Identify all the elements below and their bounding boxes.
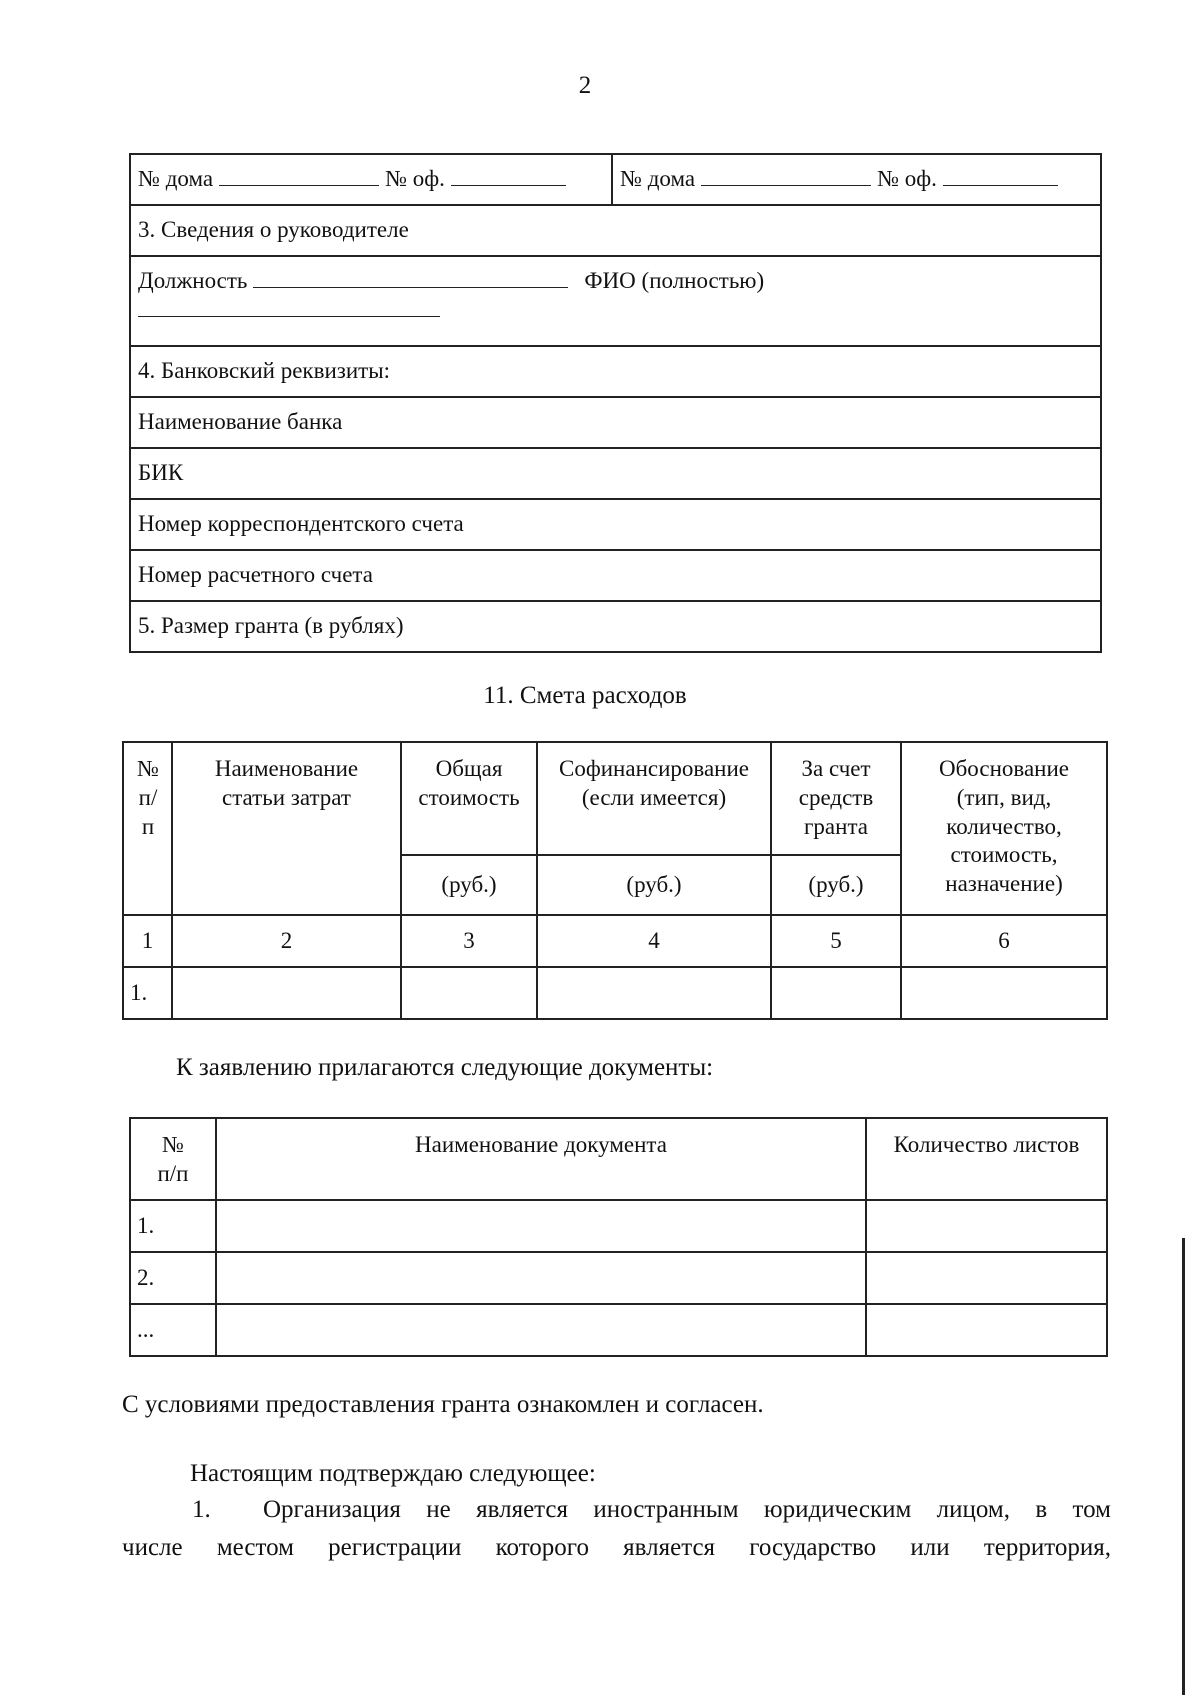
bik-row (130, 448, 1101, 499)
unit-cofin: (руб.) (537, 855, 771, 915)
grant-size-row (130, 601, 1101, 652)
settlement-account-label: Номер расчетного счета (130, 550, 1101, 601)
scan-edge-line (1182, 1238, 1185, 1695)
row-number: 1. (123, 967, 172, 1019)
row-number: ... (130, 1304, 216, 1356)
house-blank[interactable] (701, 165, 871, 186)
consent-text: С условиями предоставления гранта ознакомлен и согласен. (122, 1391, 764, 1418)
office-blank[interactable] (451, 165, 566, 186)
office-label: № оф. (385, 166, 445, 191)
col-num-header: № п/п (130, 1118, 216, 1200)
attachments-intro: К заявлению прилагаются следующие документы: (176, 1054, 714, 1081)
house-blank[interactable] (219, 165, 379, 186)
col-name-header: Наименование документа (216, 1118, 866, 1200)
manager-title-row (130, 205, 1101, 256)
col-total-header: Общая стоимость (401, 742, 537, 855)
col-index: 4 (537, 915, 771, 967)
fio-label: ФИО (полностью) (584, 268, 765, 293)
bank-section-title: 4. Банковский реквизиты: (130, 346, 1101, 397)
col-cofin-header: Софинансирование (если имеется) (537, 742, 771, 855)
col-sheets-header: Количество листов (866, 1118, 1107, 1200)
document-name-cell[interactable] (216, 1252, 866, 1304)
applicant-details-table (129, 153, 1102, 653)
corr-account-label: Номер корреспондентского счета (130, 499, 1101, 550)
col-index: 2 (172, 915, 401, 967)
bank-title-row (130, 346, 1101, 397)
unit-total: (руб.) (401, 855, 537, 915)
row-number: 1. (130, 1200, 216, 1252)
item-cell[interactable] (172, 967, 401, 1019)
col-index: 5 (771, 915, 901, 967)
point-1-line-1: Организация не является иностранным юридическим лицом, в том (263, 1496, 1111, 1523)
manager-section-title: 3. Сведения о руководителе (130, 205, 1101, 256)
table-row (123, 967, 1107, 1019)
total-cell[interactable] (401, 967, 537, 1019)
fio-blank[interactable] (138, 296, 440, 317)
bik-label: БИК (130, 448, 1101, 499)
address-cell-right (612, 154, 1101, 205)
settlement-account-row (130, 550, 1101, 601)
address-row (130, 154, 1101, 205)
table-row (130, 1252, 1107, 1304)
position-blank[interactable] (253, 267, 568, 288)
unit-grant: (руб.) (771, 855, 901, 915)
page-number: 2 (578, 72, 592, 99)
office-blank[interactable] (943, 165, 1058, 186)
col-basis-header: Обоснование (тип, вид, количество, стоимость, назначение) (901, 742, 1107, 915)
house-label: № дома (620, 166, 696, 191)
attachments-header-row (130, 1118, 1107, 1200)
col-index: 3 (401, 915, 537, 967)
basis-cell[interactable] (901, 967, 1107, 1019)
estimate-title: 11. Смета расходов (483, 682, 687, 709)
table-row (130, 1304, 1107, 1356)
grant-size-label: 5. Размер гранта (в рублях) (130, 601, 1101, 652)
bank-name-label: Наименование банка (130, 397, 1101, 448)
sheet-count-cell[interactable] (866, 1200, 1107, 1252)
col-item-header: Наименование статьи затрат (172, 742, 401, 915)
cofin-cell[interactable] (537, 967, 771, 1019)
col-num-header: № п/п (123, 742, 172, 915)
table-row (130, 1200, 1107, 1252)
document-name-cell[interactable] (216, 1200, 866, 1252)
point-1-line-2: числе местом регистрации которого является государство или территория, (122, 1534, 1111, 1561)
sheet-count-cell[interactable] (866, 1304, 1107, 1356)
point-number: 1. (192, 1496, 211, 1523)
estimate-header-row (123, 742, 1107, 855)
sheet-count-cell[interactable] (866, 1252, 1107, 1304)
confirm-intro: Настоящим подтверждаю следующее: (190, 1460, 596, 1487)
estimate-index-row (123, 915, 1107, 967)
document-name-cell[interactable] (216, 1304, 866, 1356)
address-cell-left (130, 154, 612, 205)
estimate-table (122, 741, 1108, 1020)
grant-cell[interactable] (771, 967, 901, 1019)
house-label: № дома (138, 166, 214, 191)
corr-account-row (130, 499, 1101, 550)
attachments-table (129, 1117, 1108, 1357)
col-grant-header: За счет средств гранта (771, 742, 901, 855)
col-index: 6 (901, 915, 1107, 967)
manager-cell (130, 256, 1101, 346)
manager-row (130, 256, 1101, 346)
bank-name-row (130, 397, 1101, 448)
position-label: Должность (138, 268, 248, 293)
row-number: 2. (130, 1252, 216, 1304)
office-label: № оф. (877, 166, 937, 191)
col-index: 1 (123, 915, 172, 967)
